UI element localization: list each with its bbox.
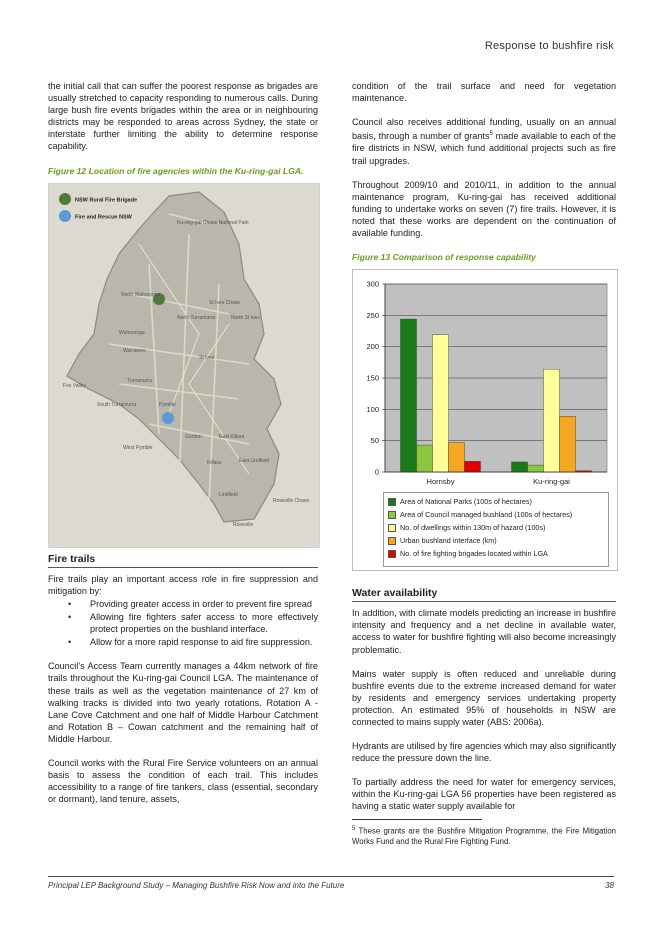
chart-plot	[353, 270, 617, 490]
map-place-label: Wahroonga	[119, 329, 145, 336]
map-place-label: Roseville Chase	[273, 497, 310, 504]
map-place-label: North Turramurra	[177, 314, 216, 321]
map-place-label: Turramurra	[127, 377, 152, 384]
water-paragraph-3: Hydrants are utilised by fire agencies which may also significantly reduce the pressure down the line.	[352, 741, 616, 764]
legend-entry	[388, 495, 604, 508]
legend-swatch	[388, 498, 396, 506]
fire-trails-list	[48, 598, 318, 648]
page-footer	[48, 876, 614, 890]
map-place-label: Killara	[207, 459, 221, 466]
bar	[401, 319, 417, 472]
fire-agency-map	[48, 183, 320, 548]
water-paragraph-4: To partially address the need for water for emergency services, within the Ku-ring-gai LGA 56 properties have been registered as having a static water supply available for	[352, 777, 616, 812]
funding-text-b: made available to each of the fire districts in NSW, which fund additional projects such as fire trail upgrades.	[352, 131, 616, 166]
map-place-label: North Wahroonga	[121, 291, 161, 298]
trail-condition-paragraph: condition of the trail surface and need for vegetation maintenance.	[352, 81, 616, 104]
map-place-label: St Ives Chase	[209, 299, 241, 306]
list-item: • Providing greater access in order to prevent fire spread	[90, 598, 318, 610]
fire-and-rescue-marker	[162, 412, 174, 424]
list-item: • Allow for a more rapid response to aid fire suppression.	[90, 636, 318, 648]
x-tick-label: Hornsby	[426, 477, 455, 487]
left-column	[48, 80, 318, 817]
bar	[417, 445, 433, 472]
map-place-label: Ku-ring-gai Chase National Park	[177, 219, 249, 226]
map-graphic	[49, 184, 319, 547]
legend-rfb-label: NSW Rural Fire Brigade	[75, 197, 138, 204]
bar	[528, 465, 544, 472]
access-team-paragraph: Council's Access Team currently manages a 44km network of fire trails throughout the Ku-ring-gai Council LGA. The maintenance of these trails as well as the vegetation maintenance of 27 km of walking tracks is divided into two yearly rotations. Rotation A - Lane Cove Catchment and one half of Middle Harbour Catchment and Rotation B – Cowan catchment and the remaining half of Middle Harbour.	[48, 661, 318, 744]
map-place-label: Gordon	[185, 433, 202, 440]
map-place-label: Roseville	[233, 521, 254, 528]
legend-entry	[388, 547, 604, 560]
map-place-label: Pymble	[159, 401, 176, 408]
legend-label: Area of National Parks (100s of hectares)	[400, 497, 532, 507]
footnote-divider	[352, 819, 482, 820]
chart-legend	[383, 492, 609, 567]
throughout-paragraph: Throughout 2009/10 and 2010/11, in addition to the annual maintenance program, Ku-ring-gai has received additional funding to undertake works on seven (7) fire trails. However, it is noted that these works are dependent on the continuation of available funding.	[352, 179, 616, 238]
legend-label: No. of fire fighting brigades located within LGA	[400, 549, 548, 559]
map-place-label: Fox Valley	[63, 382, 86, 389]
legend-entry	[388, 508, 604, 521]
y-tick-label: 250	[366, 310, 379, 320]
footnote-mark: 5	[352, 825, 356, 832]
legend-label: Area of Council managed bushland (100s of hectares)	[400, 510, 573, 520]
fire-trails-intro: Fire trails play an important access role in fire suppression and mitigation by:	[48, 573, 318, 596]
map-place-label: South Turramurra	[97, 401, 137, 408]
map-place-label: East Lindfield	[239, 457, 270, 464]
page-number: 38	[605, 881, 614, 890]
legend-label: Urban bushland interface (km)	[400, 536, 497, 546]
legend-rfb-dot	[59, 193, 71, 205]
legend-swatch	[388, 537, 396, 545]
figure-12-caption: Figure 12 Location of fire agencies within the Ku-ring-gai LGA.	[48, 165, 304, 176]
fire-trails-heading: Fire trails	[48, 553, 318, 568]
map-place-label: Warrawee	[123, 347, 146, 354]
funding-text-a: Council also receives additional funding, usually on an annual basis, through a number of grants	[352, 117, 616, 142]
footer-title: Principal LEP Background Study – Managing Bushfire Risk Now and into the Future	[48, 881, 345, 890]
footnote-ref: 5	[489, 131, 493, 138]
response-capability-chart	[352, 269, 618, 571]
water-paragraph-2: Mains water supply is often reduced and unreliable during bushfire events due to the extreme increased demand for water by residents and emergency services undertaking property protection. An estimated 95% of households in NSW are connected to mains supply water (ABS: 2006a).	[352, 668, 616, 727]
footnote	[352, 824, 616, 848]
bar	[433, 335, 449, 472]
legend-entry	[388, 521, 604, 534]
y-tick-label: 100	[366, 404, 379, 414]
legend-label: No. of dwellings within 130m of hazard (100s)	[400, 523, 546, 533]
map-place-label: East Killara	[219, 433, 245, 440]
figure-13-caption: Figure 13 Comparison of response capability	[352, 252, 536, 263]
legend-entry	[388, 534, 604, 547]
map-place-label: St Ives	[199, 354, 215, 361]
legend-frnsw-label: Fire and Rescue NSW	[75, 214, 132, 221]
y-tick-label: 200	[366, 342, 379, 352]
funding-paragraph	[352, 116, 616, 166]
intro-paragraph: the initial call that can suffer the poorest response as brigades are usually stretched to capacity responding to numerous calls. During large bush fire events brigades within the area or in neighbouring districts may be responded to areas across Sydney, the state or interstate further limiting the ability to determine response capability.	[48, 81, 318, 152]
y-tick-label: 150	[366, 373, 379, 383]
x-tick-label: Ku-ring-gai	[533, 477, 570, 487]
legend-swatch	[388, 511, 396, 519]
bar	[512, 462, 528, 472]
water-availability-heading: Water availability	[352, 587, 616, 602]
bar	[544, 369, 560, 472]
legend-swatch	[388, 524, 396, 532]
map-place-label: Lindfield	[219, 491, 238, 498]
running-header: Response to bushfire risk	[484, 40, 614, 52]
water-paragraph-1: In addition, with climate models predicting an increase in bushfire intensity and frequency and a net decline in available water, access to water for bushfire fighting will also become increasingly problematic.	[352, 608, 616, 655]
map-place-label: West Pymble	[123, 444, 153, 451]
y-tick-label: 50	[370, 436, 379, 446]
bar	[449, 443, 465, 472]
y-tick-label: 0	[374, 467, 379, 477]
y-tick-label: 300	[366, 279, 379, 289]
legend-frnsw-dot	[59, 210, 71, 222]
bar	[560, 416, 576, 472]
map-place-label: North St Ives	[231, 314, 260, 321]
list-item: • Allowing fire fighters safer access to more effectively protect properties on the bushland interface.	[90, 611, 318, 635]
rfs-paragraph: Council works with the Rural Fire Service volunteers on an annual basis to assess the condition of each trail. This includes accessibility to a range of fire tankers, class (essential, secondary or dormant), land tenure, assets,	[48, 757, 318, 805]
bar	[465, 462, 481, 473]
footnote-text: These grants are the Bushfire Mitigation Programme, the Fire Mitigation Works Fund and the Rural Fire Fighting Fund.	[352, 826, 616, 846]
legend-swatch	[388, 550, 396, 558]
right-column	[352, 80, 616, 847]
